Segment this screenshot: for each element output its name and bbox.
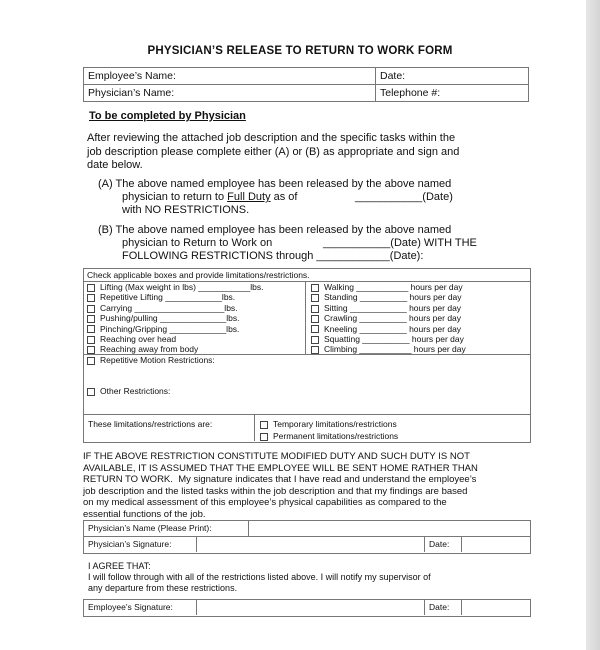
notice-line: job description and the listed tasks within the job description and that my findings are based (83, 485, 468, 497)
checkbox[interactable] (311, 315, 319, 323)
restriction-item[interactable] (87, 344, 264, 354)
physician-name-print-label: Physician’s Name (Please Print): (88, 523, 212, 533)
checkbox[interactable] (311, 294, 319, 302)
restriction-label: Standing __________ hours per day (324, 292, 462, 303)
agree-heading: I AGREE THAT: (88, 561, 151, 571)
notice-line: RETURN TO WORK. (83, 474, 173, 485)
page-edge (586, 0, 600, 650)
restriction-label: Repetitive Lifting ____________lbs. (100, 292, 236, 303)
right-restrictions-list (311, 282, 466, 355)
checkbox[interactable] (87, 294, 95, 302)
restrictions-header: Check applicable boxes and provide limitations/restrictions. (87, 270, 310, 280)
notice-line: IF THE ABOVE RESTRICTION CONSTITUTE MODIFIED DUTY AND SUCH DUTY IS NOT (83, 451, 470, 462)
intro-line: date below. (87, 159, 143, 171)
physician-name-label: Physician’s Name: (88, 87, 175, 99)
restriction-label: Reaching over head (100, 334, 177, 345)
checkbox[interactable] (87, 305, 95, 313)
restriction-item[interactable] (311, 324, 466, 334)
checkbox[interactable] (260, 421, 268, 429)
repetitive-motion-label: Repetitive Motion Restrictions: (100, 355, 215, 365)
checkbox[interactable] (87, 388, 95, 396)
intro-line: job description please complete either (A) or (B) as appropriate and sign and (87, 145, 460, 158)
restriction-label: Pinching/Gripping ____________lbs. (100, 323, 240, 334)
employee-date-field[interactable] (462, 600, 528, 615)
restriction-item[interactable] (87, 334, 264, 344)
divider (305, 281, 306, 354)
employee-signature-label: Employee’s Signature: (88, 602, 173, 612)
physician-signature-field[interactable] (197, 537, 423, 552)
divider (424, 536, 425, 552)
checkbox[interactable] (311, 336, 319, 344)
permanent-label: Permanent limitations/restrictions (273, 431, 399, 441)
restriction-label: Pushing/pulling ______________lbs. (100, 313, 240, 324)
restriction-label: Kneeling __________ hours per day (324, 323, 462, 334)
restriction-label: Reaching away from body (100, 344, 199, 355)
restriction-item[interactable] (87, 303, 264, 313)
employee-name-field[interactable] (84, 68, 376, 85)
restriction-item[interactable] (87, 313, 264, 323)
full-duty-text: Full Duty (227, 191, 271, 203)
left-restrictions-list (87, 282, 264, 355)
divider (254, 414, 255, 441)
physician-name-print-field[interactable] (249, 521, 528, 536)
restriction-item[interactable] (311, 344, 466, 354)
divider (83, 414, 530, 415)
employee-date-label: Date: (429, 602, 450, 612)
restriction-label: Sitting ____________ hours per day (324, 302, 462, 313)
restriction-item[interactable] (87, 282, 264, 292)
restriction-label: Lifting (Max weight in lbs) ___________lbs. (100, 282, 264, 292)
checkbox[interactable] (260, 433, 268, 441)
agree-line2: any departure from these restrictions. (88, 583, 238, 593)
checkbox[interactable] (311, 284, 319, 292)
checkbox[interactable] (87, 315, 95, 323)
option-a-line3: with NO RESTRICTIONS. (122, 204, 250, 216)
repetitive-motion-item[interactable] (87, 355, 215, 365)
restrictions-are-label: These limitations/restrictions are: (88, 419, 213, 429)
notice-paragraph (83, 451, 478, 520)
physician-date-label: Date: (429, 539, 450, 549)
notice-line: on my medical assessment of this employee’s physical capabilities as compared to the (83, 497, 447, 508)
restriction-label: Crawling __________ hours per day (324, 313, 462, 324)
telephone-label: Telephone #: (380, 87, 441, 99)
employee-signature-field[interactable] (197, 600, 423, 615)
form-title: PHYSICIAN’S RELEASE TO RETURN TO WORK FORM (147, 45, 453, 57)
employee-name-label: Employee’s Name: (88, 70, 176, 82)
section-heading: To be completed by Physician (89, 110, 246, 122)
option-a-text: physician to return to (122, 191, 228, 203)
physician-date-field[interactable] (462, 537, 528, 552)
checkbox[interactable] (87, 346, 95, 354)
restriction-label: Carrying ___________________lbs. (100, 302, 238, 313)
option-b-line3: FOLLOWING RESTRICTIONS through ____________(Date): (122, 250, 424, 262)
other-restrictions-item[interactable] (87, 386, 170, 396)
restriction-item[interactable] (311, 282, 466, 292)
physician-signature-label: Physician’s Signature: (88, 539, 172, 549)
checkbox[interactable] (87, 357, 95, 365)
restriction-item[interactable] (311, 292, 466, 302)
notice-line: My signature indicates that I have read and understand the employee’s (178, 474, 477, 485)
temporary-option[interactable] (260, 418, 398, 430)
checkbox[interactable] (311, 346, 319, 354)
checkbox[interactable] (87, 325, 95, 333)
option-a-line1: (A) The above named employee has been released by the above named (98, 178, 452, 190)
restriction-label: Walking ___________ hours per day (324, 282, 463, 292)
temporary-label: Temporary limitations/restrictions (273, 419, 397, 429)
date-label: Date: (380, 70, 406, 82)
checkbox[interactable] (311, 305, 319, 313)
telephone-field[interactable] (376, 85, 529, 102)
permanent-option[interactable] (260, 430, 398, 442)
other-restrictions-label: Other Restrictions: (100, 386, 171, 396)
notice-line: AVAILABLE, IT IS ASSUMED THAT THE EMPLOYEE WILL BE SENT HOME RATHER THAN (83, 462, 478, 474)
date-field[interactable] (376, 68, 529, 85)
intro-line: After reviewing the attached job description and the specific tasks within the (87, 132, 456, 144)
restriction-item[interactable] (311, 334, 466, 344)
intro-text (87, 132, 459, 173)
checkbox[interactable] (311, 325, 319, 333)
checkbox[interactable] (87, 336, 95, 344)
restriction-duration-options (260, 418, 398, 442)
header-fields-table (83, 67, 529, 102)
option-b-line1: (B) The above named employee has been released by the above named (98, 224, 452, 236)
option-b-line2: physician to Return to Work on (122, 237, 273, 249)
divider (424, 599, 425, 615)
option-a-line2 (122, 191, 297, 205)
option-b-date[interactable]: ___________(Date) WITH THE (323, 237, 477, 249)
option-a-date[interactable]: ___________(Date) (355, 191, 453, 203)
notice-line: essential functions of the job. (83, 508, 206, 520)
agree-line1: I will follow through with all of the restrictions listed above. I will notify my supervisor of (88, 572, 431, 582)
restriction-item[interactable] (311, 303, 466, 313)
restriction-label: Climbing ___________ hours per day (324, 344, 466, 355)
checkbox[interactable] (87, 284, 95, 292)
option-a-text: as of (270, 191, 298, 203)
restriction-item[interactable] (311, 313, 466, 323)
restriction-item[interactable] (87, 324, 264, 334)
restriction-item[interactable] (87, 292, 264, 302)
restriction-label: Squatting __________ hours per day (324, 334, 464, 345)
physician-name-field[interactable] (84, 85, 376, 102)
